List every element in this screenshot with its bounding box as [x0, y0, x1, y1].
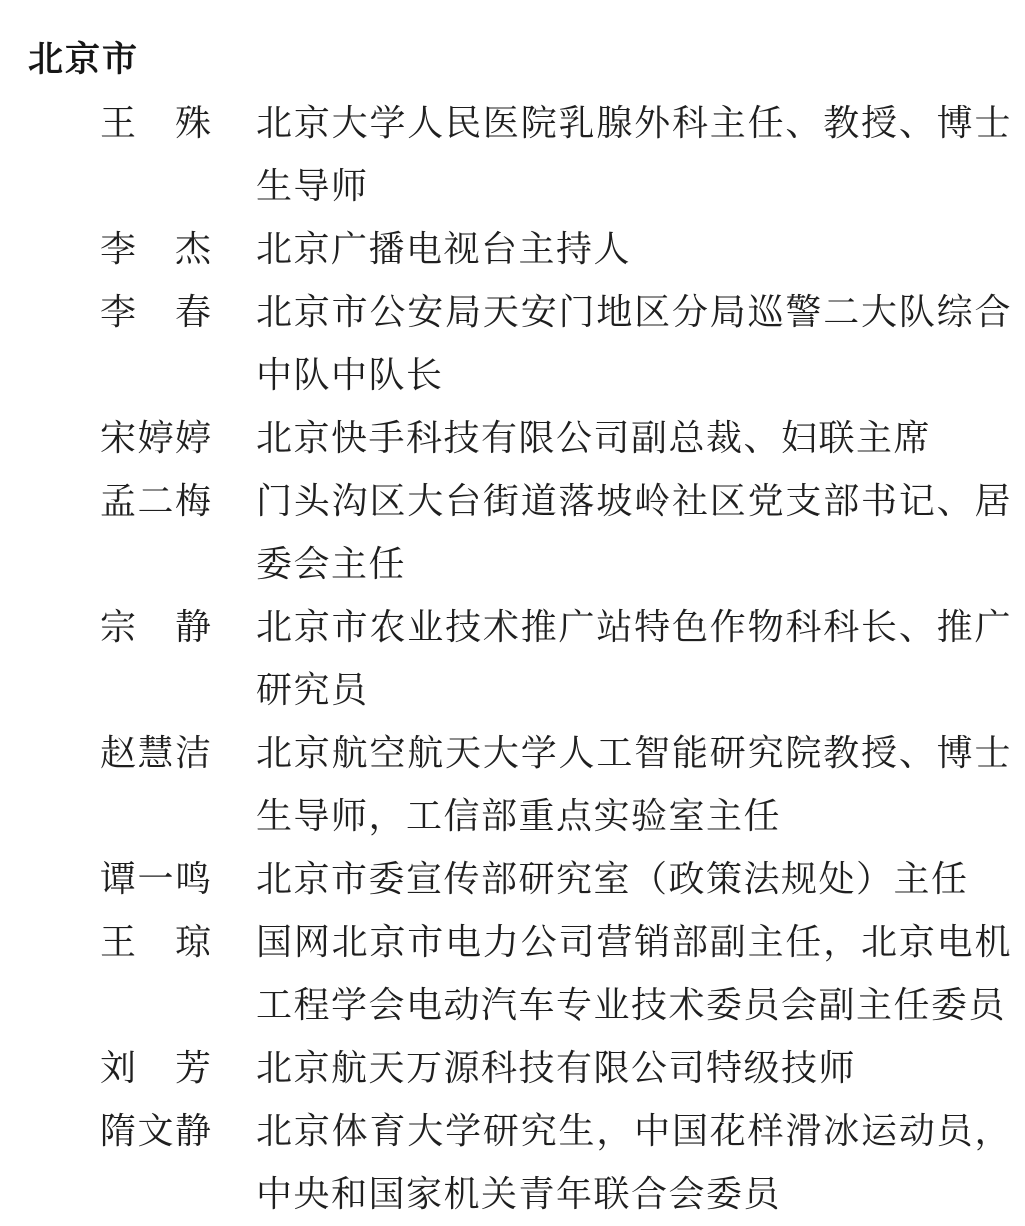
- honoree-row: [0, 1037, 1025, 1100]
- honoree-description: 北京快手科技有限公司副总裁、妇联主席: [256, 418, 932, 458]
- honoree-name: 隋文静: [100, 1111, 213, 1151]
- honoree-description: 门头沟区大台街道落坡岭社区党支部书记、居委会主任: [256, 481, 1012, 584]
- honoree-row: [0, 218, 1025, 281]
- honoree-name: 刘 芳: [100, 1048, 213, 1088]
- honoree-row: [0, 911, 1025, 1037]
- honoree-name: 李 杰: [100, 229, 213, 269]
- honoree-name: 谭一鸣: [100, 859, 213, 899]
- honoree-list: [0, 92, 1025, 1226]
- honoree-name: 王 琼: [100, 922, 213, 962]
- honoree-description: 北京体育大学研究生，中国花样滑冰运动员，中央和国家机关青年联合会委员: [256, 1111, 1012, 1214]
- honoree-name: 宗 静: [100, 607, 213, 647]
- honoree-description: 北京广播电视台主持人: [256, 229, 632, 269]
- honoree-description: 北京市委宣传部研究室（政策法规处）主任: [256, 859, 969, 899]
- honoree-row: [0, 407, 1025, 470]
- honoree-description: 北京航空航天大学人工智能研究院教授、博士生导师，工信部重点实验室主任: [256, 733, 1012, 836]
- honoree-name: 李 春: [100, 292, 213, 332]
- honoree-name: 宋婷婷: [100, 418, 213, 458]
- honoree-name: 赵慧洁: [100, 733, 213, 773]
- section-title: 北京市: [28, 40, 140, 79]
- honoree-description: 北京市农业技术推广站特色作物科科长、推广研究员: [256, 607, 1012, 710]
- honoree-row: [0, 848, 1025, 911]
- honoree-description: 北京大学人民医院乳腺外科主任、教授、博士生导师: [256, 103, 1012, 206]
- honoree-row: [0, 92, 1025, 218]
- honoree-name: 王 殊: [100, 103, 213, 143]
- honoree-description: 国网北京市电力公司营销部副主任，北京电机工程学会电动汽车专业技术委员会副主任委员: [256, 922, 1012, 1025]
- honoree-description: 北京市公安局天安门地区分局巡警二大队综合中队中队长: [256, 292, 1012, 395]
- honoree-row: [0, 722, 1025, 848]
- honoree-description: 北京航天万源科技有限公司特级技师: [256, 1048, 857, 1088]
- honoree-row: [0, 1100, 1025, 1226]
- honoree-name: 孟二梅: [100, 481, 213, 521]
- honoree-row: [0, 470, 1025, 596]
- honoree-row: [0, 281, 1025, 407]
- honoree-row: [0, 596, 1025, 722]
